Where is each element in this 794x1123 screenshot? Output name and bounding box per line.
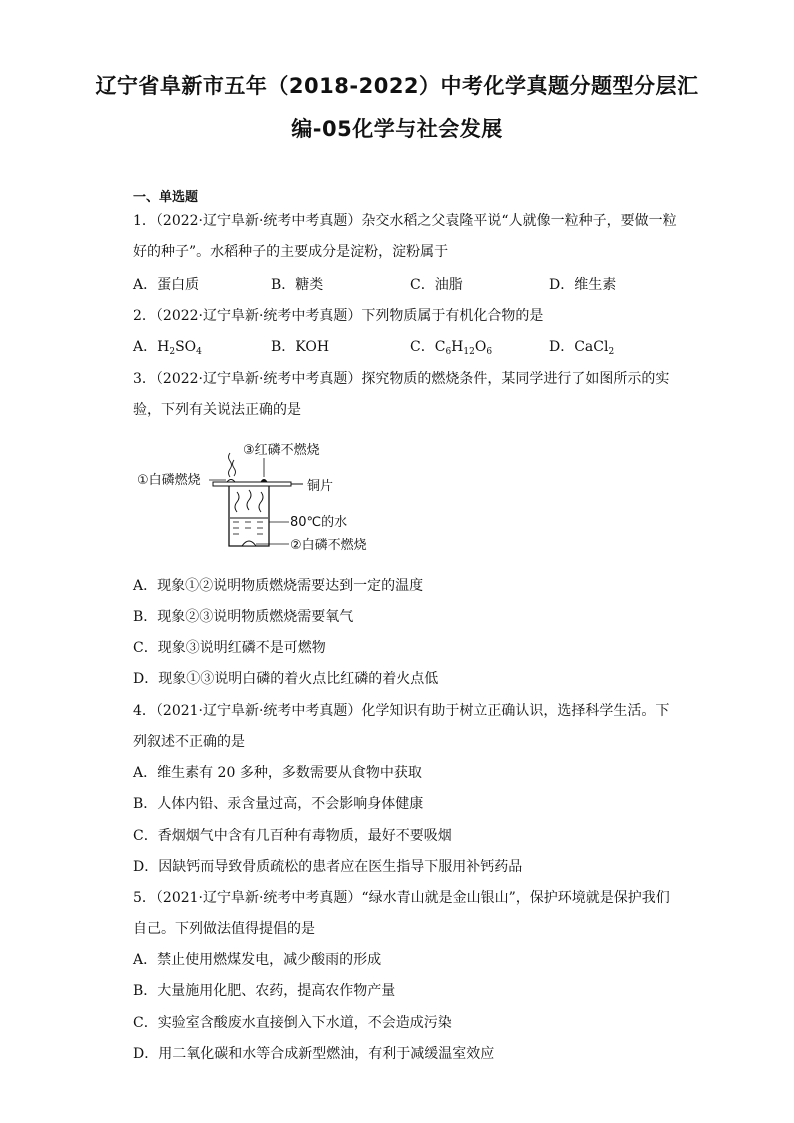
q5-stem-line-2: 自己。下列做法值得提倡的是 <box>133 921 315 937</box>
q1-option-d: D．维生素 <box>549 277 617 293</box>
combustion-experiment-figure <box>133 436 393 556</box>
q2-option-a: A．$H_2SO_4$ <box>133 339 202 357</box>
q4-option-c: C．香烟烟气中含有几百种有毒物质，最好不要吸烟 <box>133 828 452 844</box>
q3-option-a: A．现象①②说明物质燃烧需要达到一定的温度 <box>133 578 424 594</box>
q2-stem: 2．（2022·辽宁阜新·统考中考真题）下列物质属于有机化合物的是 <box>133 308 544 324</box>
white-phosphorus-burning <box>227 480 235 483</box>
q3-option-b: B．现象②③说明物质燃烧需要氧气 <box>133 609 354 625</box>
q3-stem-line-1: 3．（2022·辽宁阜新·统考中考真题）探究物质的燃烧条件，某同学进行了如图所示的实 <box>133 371 670 387</box>
q4-option-b: B．人体内铅、汞含量过高，不会影响身体健康 <box>133 796 424 812</box>
q1-option-a: A．蛋白质 <box>133 277 200 293</box>
steam <box>235 492 239 512</box>
q2-option-c: C．$C_6H_{12}O_6$ <box>410 339 493 357</box>
document-title-line-1: 辽宁省阜新市五年（2018-2022）中考化学真题分题型分层汇 <box>95 74 699 98</box>
q5-option-d: D．用二氧化碳和水等合成新型燃油，有利于减缓温室效应 <box>133 1046 495 1062</box>
q1-stem-line-2: 好的种子”。水稻种子的主要成分是淀粉，淀粉属于 <box>133 244 449 260</box>
q5-option-c: C．实验室含酸废水直接倒入下水道，不会造成污染 <box>133 1015 452 1031</box>
q5-option-b: B．大量施用化肥、农药，提高农作物产量 <box>133 983 396 999</box>
q2-option-d: D．CaCl$_2$ <box>549 339 615 357</box>
red-phosphorus <box>261 480 267 483</box>
q4-stem-line-2: 列叙述不正确的是 <box>133 734 245 750</box>
q3-option-d: D．现象①③说明白磷的着火点比红磷的着火点低 <box>133 671 439 687</box>
q4-option-d: D．因缺钙而导致骨质疏松的患者应在医生指导下服用补钙药品 <box>133 859 523 875</box>
q5-option-a: A．禁止使用燃煤发电，减少酸雨的形成 <box>133 952 382 968</box>
label-white-phosphorus-no-burn: ②白磷不燃烧 <box>290 538 367 553</box>
q4-stem-line-1: 4．（2021·辽宁阜新·统考中考真题）化学知识有助于树立正确认识，选择科学生活。下 <box>133 703 670 719</box>
q1-option-c: C．油脂 <box>410 277 463 293</box>
label-red-phosphorus: ③红磷不燃烧 <box>243 443 320 458</box>
q1-option-b: B．糖类 <box>271 277 324 293</box>
label-copper-plate: 铜片 <box>307 479 334 494</box>
smoke <box>229 453 232 477</box>
label-hot-water: 80℃的水 <box>290 515 348 530</box>
q3-option-c: C．现象③说明红磷不是可燃物 <box>133 640 326 656</box>
q2-option-b: B．KOH <box>271 339 330 355</box>
q5-stem-line-1: 5．（2021·辽宁阜新·统考中考真题）“绿水青山就是金山银山”，保护环境就是保护我们 <box>133 890 670 906</box>
section-heading: 一、单选题 <box>133 190 199 205</box>
document-title-line-2: 编-05化学与社会发展 <box>291 117 503 141</box>
q1-stem-line-1: 1．（2022·辽宁阜新·统考中考真题）杂交水稻之父袁隆平说“人就像一粒种子，要做一粒 <box>133 213 677 229</box>
copper-plate <box>213 482 291 486</box>
q4-option-a: A．维生素有 20 多种，多数需要从食物中获取 <box>133 765 422 781</box>
white-phosphorus-underwater <box>242 541 256 546</box>
label-white-phosphorus-burns: ①白磷燃烧 <box>137 473 201 488</box>
q3-stem-line-2: 验，下列有关说法正确的是 <box>133 402 301 418</box>
